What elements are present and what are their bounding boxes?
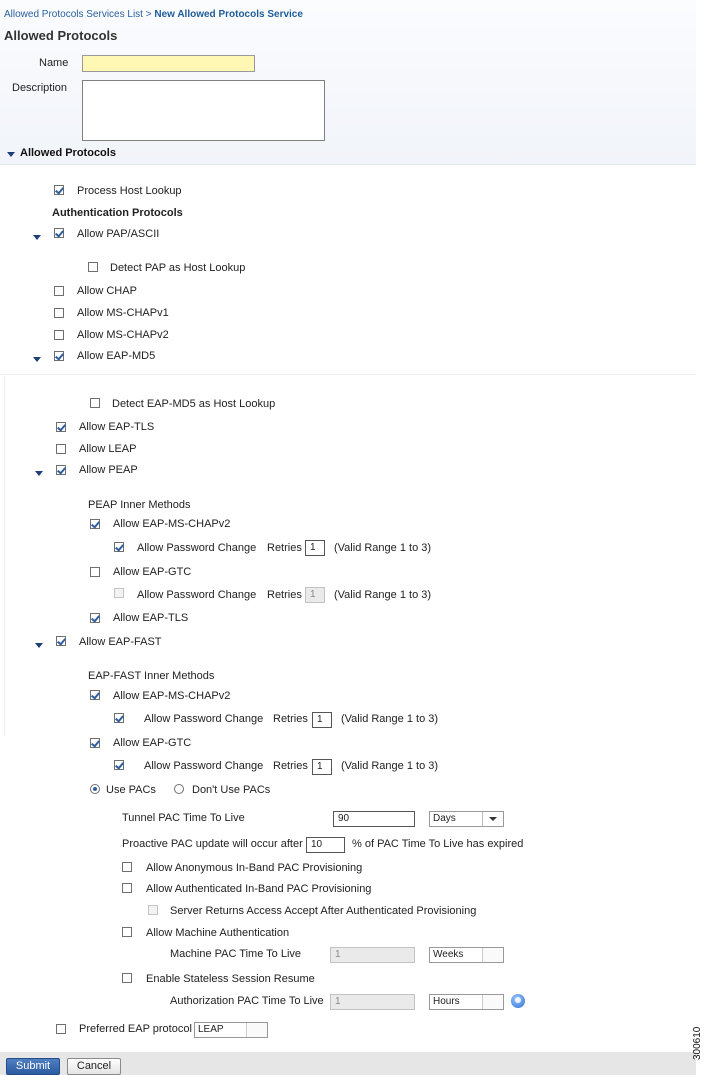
allow-eapmd5-checkbox[interactable]	[54, 351, 64, 361]
allow-eapmd5-label: Allow EAP-MD5	[77, 350, 156, 362]
peap-inner-heading: PEAP Inner Methods	[88, 499, 191, 511]
retries-label: Retries	[267, 542, 302, 554]
preferred-eap-label: Preferred EAP protocol	[79, 1023, 192, 1035]
authz-ttl-unit-select	[429, 994, 504, 1010]
breadcrumb-parent-link[interactable]: Allowed Protocols Services List	[4, 9, 143, 20]
peap-mschapv2-label: Allow EAP-MS-CHAPv2	[113, 518, 231, 530]
name-field[interactable]	[82, 55, 255, 72]
description-field[interactable]	[82, 80, 325, 141]
eapfast-gtc-pwchange-checkbox[interactable]	[114, 760, 124, 770]
section-title: Allowed Protocols	[20, 147, 116, 159]
peap-mschapv2-checkbox[interactable]	[90, 519, 100, 529]
anon-inband-checkbox[interactable]	[122, 862, 132, 872]
process-host-lookup-label: Process Host Lookup	[77, 185, 182, 197]
info-icon[interactable]	[511, 994, 525, 1008]
proactive-prefix: Proactive PAC update will occur after	[122, 838, 303, 850]
tunnel-ttl-unit-value: Days	[433, 813, 456, 824]
allow-peap-checkbox[interactable]	[56, 465, 66, 475]
dropdown-stub	[246, 1023, 267, 1037]
machine-ttl-unit-value: Weeks	[433, 949, 464, 960]
preferred-eap-checkbox[interactable]	[56, 1024, 66, 1034]
page-title: Allowed Protocols	[4, 28, 118, 43]
dont-use-pacs-radio[interactable]	[174, 784, 184, 794]
peap-mschapv2-pwchange-checkbox[interactable]	[114, 542, 124, 552]
dropdown-stub	[482, 995, 503, 1009]
machine-auth-checkbox[interactable]	[122, 927, 132, 937]
allow-eaptls-label: Allow EAP-TLS	[79, 421, 155, 433]
peap-mschapv2-retries-input[interactable]: 1	[305, 540, 325, 556]
retries-label: Retries	[273, 760, 308, 772]
breadcrumb-current: New Allowed Protocols Service	[154, 9, 303, 20]
section-divider	[0, 164, 696, 165]
machine-ttl-label: Machine PAC Time To Live	[170, 948, 302, 960]
peap-gtc-pwchange-label: Allow Password Change	[137, 589, 257, 601]
valid-range-label: (Valid Range 1 to 3)	[341, 713, 439, 725]
tunnel-ttl-unit-select[interactable]	[429, 811, 504, 827]
allow-eapfast-label: Allow EAP-FAST	[79, 636, 162, 648]
stateless-resume-label: Enable Stateless Session Resume	[146, 973, 315, 985]
allow-mschapv1-label: Allow MS-CHAPv1	[77, 307, 169, 319]
stateless-resume-checkbox[interactable]	[122, 973, 132, 983]
eapfast-mschapv2-pwchange-label: Allow Password Change	[144, 713, 264, 725]
chevron-down-icon[interactable]	[7, 152, 15, 157]
divider	[0, 374, 696, 375]
allow-leap-label: Allow LEAP	[79, 443, 137, 455]
allow-mschapv2-checkbox[interactable]	[54, 330, 64, 340]
valid-range-label: (Valid Range 1 to 3)	[334, 589, 432, 601]
use-pacs-label: Use PACs	[106, 784, 156, 796]
authz-ttl-input: 1	[330, 994, 415, 1010]
peap-mschapv2-pwchange-label: Allow Password Change	[137, 542, 257, 554]
auth-protocols-heading: Authentication Protocols	[52, 207, 183, 219]
allow-leap-checkbox[interactable]	[56, 444, 66, 454]
breadcrumb-separator: >	[145, 9, 152, 20]
allow-mschapv1-checkbox[interactable]	[54, 308, 64, 318]
detect-eapmd5-checkbox[interactable]	[90, 398, 100, 408]
figure-id: 300610	[692, 1026, 703, 1060]
allow-chap-checkbox[interactable]	[54, 286, 64, 296]
eapfast-inner-heading: EAP-FAST Inner Methods	[88, 670, 215, 682]
divider	[4, 376, 5, 736]
preferred-eap-select	[194, 1022, 268, 1038]
detect-pap-label: Detect PAP as Host Lookup	[110, 262, 246, 274]
eapfast-mschapv2-checkbox[interactable]	[90, 690, 100, 700]
machine-auth-label: Allow Machine Authentication	[146, 927, 290, 939]
chevron-down-icon[interactable]	[33, 235, 41, 240]
authz-ttl-label: Authorization PAC Time To Live	[170, 995, 324, 1007]
auth-inband-label: Allow Authenticated In-Band PAC Provisioning	[146, 883, 372, 895]
eapfast-gtc-pwchange-label: Allow Password Change	[144, 760, 264, 772]
auth-inband-checkbox[interactable]	[122, 883, 132, 893]
allow-mschapv2-label: Allow MS-CHAPv2	[77, 329, 169, 341]
breadcrumb	[4, 9, 303, 20]
eapfast-gtc-retries-input[interactable]: 1	[312, 759, 332, 775]
allow-chap-label: Allow CHAP	[77, 285, 137, 297]
tunnel-ttl-input[interactable]: 90	[333, 811, 415, 827]
machine-ttl-unit-select	[429, 947, 504, 963]
peap-gtc-checkbox[interactable]	[90, 567, 100, 577]
dropdown-stub	[482, 948, 503, 962]
peap-tls-label: Allow EAP-TLS	[113, 612, 189, 624]
preferred-eap-value: LEAP	[198, 1024, 224, 1035]
eapfast-mschapv2-pwchange-checkbox[interactable]	[114, 713, 124, 723]
authz-ttl-unit-value: Hours	[433, 996, 460, 1007]
chevron-down-icon[interactable]	[482, 812, 503, 826]
valid-range-label: (Valid Range 1 to 3)	[341, 760, 439, 772]
allow-pap-label: Allow PAP/ASCII	[77, 228, 160, 240]
dont-use-pacs-label: Don't Use PACs	[192, 784, 271, 796]
eapfast-mschapv2-retries-input[interactable]: 1	[312, 712, 332, 728]
chevron-down-icon[interactable]	[35, 471, 43, 476]
cancel-button[interactable]: Cancel	[67, 1058, 121, 1075]
allow-peap-label: Allow PEAP	[79, 464, 138, 476]
peap-gtc-label: Allow EAP-GTC	[113, 566, 192, 578]
allow-pap-checkbox[interactable]	[54, 228, 64, 238]
use-pacs-radio[interactable]	[90, 784, 100, 794]
peap-gtc-pwchange-checkbox	[114, 588, 124, 598]
peap-gtc-retries-input: 1	[305, 587, 325, 603]
detect-eapmd5-label: Detect EAP-MD5 as Host Lookup	[112, 398, 276, 410]
submit-button[interactable]: Submit	[6, 1058, 60, 1075]
chevron-down-icon[interactable]	[33, 357, 41, 362]
allow-eapfast-checkbox[interactable]	[56, 636, 66, 646]
server-returns-checkbox	[148, 905, 158, 915]
allow-eaptls-checkbox[interactable]	[56, 422, 66, 432]
eapfast-gtc-label: Allow EAP-GTC	[113, 737, 192, 749]
description-label: Description	[12, 82, 68, 94]
valid-range-label: (Valid Range 1 to 3)	[334, 542, 432, 554]
anon-inband-label: Allow Anonymous In-Band PAC Provisioning	[146, 862, 363, 874]
process-host-lookup-checkbox[interactable]	[54, 185, 64, 195]
peap-tls-checkbox[interactable]	[90, 613, 100, 623]
chevron-down-icon[interactable]	[35, 643, 43, 648]
tunnel-ttl-label: Tunnel PAC Time To Live	[122, 812, 245, 824]
proactive-percent-input[interactable]: 10	[306, 837, 345, 853]
retries-label: Retries	[267, 589, 302, 601]
eapfast-mschapv2-label: Allow EAP-MS-CHAPv2	[113, 690, 231, 702]
proactive-suffix: % of PAC Time To Live has expired	[352, 838, 524, 850]
eapfast-gtc-checkbox[interactable]	[90, 738, 100, 748]
machine-ttl-input: 1	[330, 947, 415, 963]
retries-label: Retries	[273, 713, 308, 725]
name-label: Name	[39, 57, 69, 69]
server-returns-label: Server Returns Access Accept After Authenticated Provisioning	[170, 905, 477, 917]
detect-pap-checkbox[interactable]	[88, 262, 98, 272]
